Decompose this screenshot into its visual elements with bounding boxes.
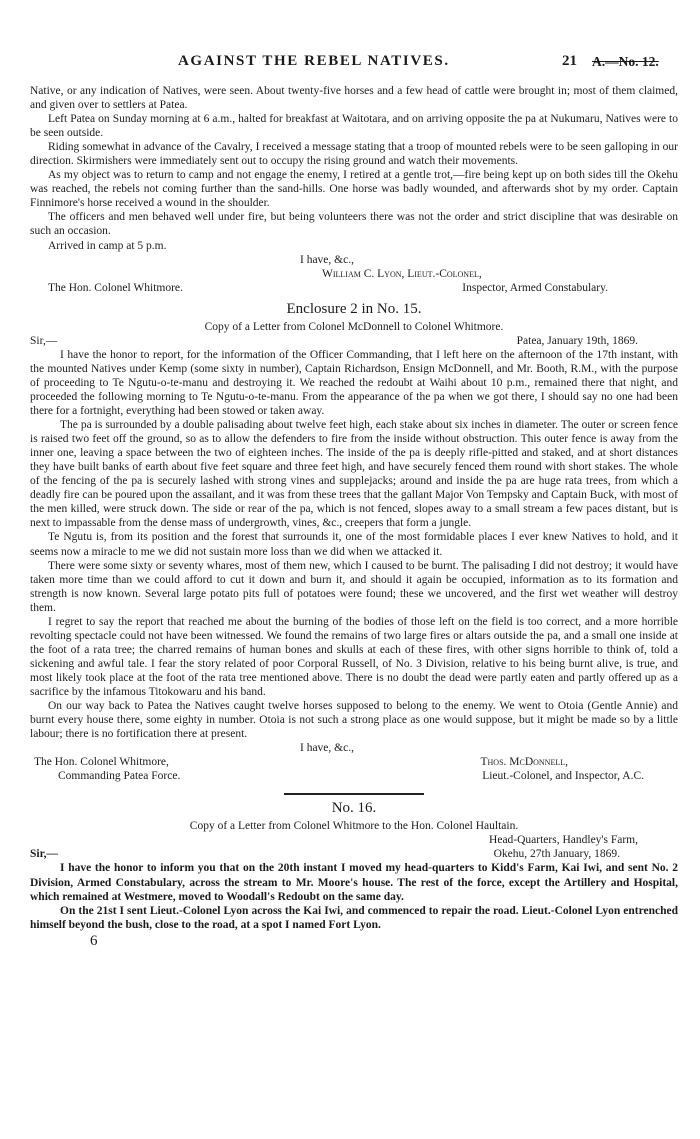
salutation: Sir,—: [30, 334, 58, 347]
signature: Thos. McDonnell,: [480, 756, 568, 769]
salutation: Sir,—: [30, 848, 59, 861]
paragraph: Arrived in camp at 5 p.m.: [48, 239, 167, 252]
paragraph: Native, or any indication of Natives, were seen. About twenty-five horses and a few head of cattle were brought in; most of them claimed, and given over to settlers at Patea.: [30, 85, 678, 112]
paragraph: I regret to say the report that reached me about the burning of the bodies of those left on the field is too correct, and a more horrible revolting spectacle could not have been witnessed. We found the remains of two large fires or altars outside the pa, and a small one inside at the foot of a rata tree; the charred remains of human bones and skulls at each of these fires, with other signs horrible to think of, told a sickening and awful tale. I fear the story related of poor Corporal Russell, of No. 3 Division, relative to his being burnt alive, is true, and most likely took place at the foot of the rata tree mentioned above. There is no doubt the dead were partly eaten and partly offered up as a sacrifice by the infamous Titokowaru and his band.: [30, 615, 678, 698]
paragraph: Riding somewhat in advance of the Cavalry, I received a message stating that a troop of mounted rebels were to be seen galloping in our direction. Skirmishers were immediately sent out to occupy the rising ground and watch their movements.: [30, 141, 678, 168]
signer-title: Lieut.-Colonel, and Inspector, A.C.: [482, 770, 644, 783]
paragraph: The officers and men behaved well under fire, but being volunteers there was not the order and strict discipline that was desirable on such an occasion.: [30, 211, 678, 238]
paragraph: The pa is surrounded by a double palisading about twelve feet high, each stake about six inches in diameter. The outer or screen fence is raised two feet off the ground, so as to allow the defenders to fire from the inside without obstruction. This outer fence is away from the inner one, leaving a space between the two of eighteen inches. The inside of the pa is deeply rifle-pitted and staked, and at short distances they have built banks of earth about five feet square and three feet high, and have securely fenced them round with short stakes. The whole of the fencing of the pa is securely lashed with strong vines and supplejacks; around and inside the pa are huge rata trees, from which a deadly fire can be poured upon the assailant, and it was from these trees that the gallant Major Von Tempsky and Captain Buck, with most of the men killed, were struck down. The side or rear of the pa, which is not fenced, slopes away to a small stream a few paces distant, but is next to impassable from the dense mass of undergrowth, vines, &c., creepers that form a jungle.: [30, 419, 678, 530]
salutation-row: [30, 334, 678, 348]
dateline: Okehu, 27th January, 1869.: [493, 848, 620, 861]
paragraph: As my object was to return to camp and not engage the enemy, I retired at a gentle trot,—fire being kept up on both sides till the Okehu was reached, the rebels not coming further than the sand-hills. One horse was badly wounded, and afterwards shot by my order. Captain Finnimore's horse received a wound in the shoulder.: [30, 169, 678, 210]
section-heading: No. 16.: [331, 800, 377, 817]
signature: William C. Lyon, Lieut.-Colonel,: [322, 267, 482, 280]
paragraph: Te Ngutu is, from its position and the forest that surrounds it, one of the most formidable places I ever knew Natives to hold, and it seems now a miracle to me we did not sustain more loss than we did when we attacked it.: [30, 531, 678, 558]
section-divider: [284, 793, 424, 795]
title-row: [30, 769, 678, 783]
addressee-title: Commanding Patea Force.: [58, 770, 181, 783]
addressee-row: [30, 281, 678, 295]
sheet-number: 6: [90, 932, 98, 949]
paragraph: I have the honor to inform you that on the 20th instant I moved my head-quarters to Kidd's Farm, Kai Iwi, and sent No. 2 Division, Armed Constabulary, across the stream to Mr. Moore's house. The rest of the force, except the Artillery and Hospital, which remained at Westmere, moved to Woodall's Redoubt on the same day.: [30, 862, 678, 903]
page-header: [0, 54, 700, 72]
addressee-row: [30, 755, 678, 769]
closing: I have, &c.,: [300, 253, 354, 266]
page-number: 21: [562, 53, 577, 69]
section-heading: Enclosure 2 in No. 15.: [286, 300, 422, 317]
paragraph: On the 21st I sent Lieut.-Colonel Lyon across the Kai Iwi, and commenced to repair the road. Lieut.-Colonel Lyon entrenched himself beyond the bush, close to the road, at a spot I named Fort Lyon.: [30, 904, 678, 931]
paragraph: I have the honor to report, for the information of the Officer Commanding, that I left here on the afternoon of the 17th instant, with the mounted Natives under Kemp (some sixty in number), Captain Richardson, Ensign McDonnell, and Mr. Booth, R.M., with the purpose of proceeding to Te Ngutu-o-te-manu and destroying it. We reached the redoubt at Waihi about 10 p.m., remained there that night, and proceeded the following morning to Te Ngutu-o-te-manu. From the appearance of the pa when we got there, I should say no one had been there for a fortnight, everything had been stowed or taken away.: [30, 348, 678, 418]
paragraph: On our way back to Patea the Natives caught twelve horses supposed to belong to the enemy. We went to Otoia (Gentle Annie) and burnt every house there, some eighty in number. Otoia is not such a strong place as one would suppose, but it might be made so by a little labour; there is no fortification there at present.: [30, 700, 678, 741]
dateline: Patea, January 19th, 1869.: [516, 334, 638, 347]
document-body: [30, 84, 678, 948]
address-line: Head-Quarters, Handley's Farm,: [489, 834, 638, 847]
paragraph: Left Patea on Sunday morning at 6 a.m., halted for breakfast at Waitotara, and on arriving opposite the pa at Nukumaru, Natives were to be seen outside.: [30, 113, 678, 140]
salutation-row: [30, 847, 678, 861]
copy-line: Copy of a Letter from Colonel McDonnell to Colonel Whitmore.: [204, 320, 504, 333]
addressee: The Hon. Colonel Whitmore,: [34, 756, 169, 769]
no16-section: [30, 801, 678, 931]
paragraph: There were some sixty or seventy whares, most of them new, which I caused to be burnt. The palisading I did not destroy; it would have taken more time than we could afford to cut it down and burn it, and should it again be occupied, information as to its formation and strength is now known. Several large potato pits full of potatoes were found; these we uncovered, and the first wet weather will destroy them.: [30, 559, 678, 614]
paper-reference: A.—No. 12.: [592, 54, 659, 69]
closing: I have, &c.,: [300, 742, 354, 755]
addressee: The Hon. Colonel Whitmore.: [48, 281, 183, 294]
enclosure-section: [30, 302, 678, 784]
running-title: AGAINST THE REBEL NATIVES.: [178, 53, 450, 69]
copy-line: Copy of a Letter from Colonel Whitmore to the Hon. Colonel Haultain.: [189, 820, 519, 833]
signer-title: Inspector, Armed Constabulary.: [462, 281, 608, 294]
lyon-letter: [30, 84, 678, 295]
